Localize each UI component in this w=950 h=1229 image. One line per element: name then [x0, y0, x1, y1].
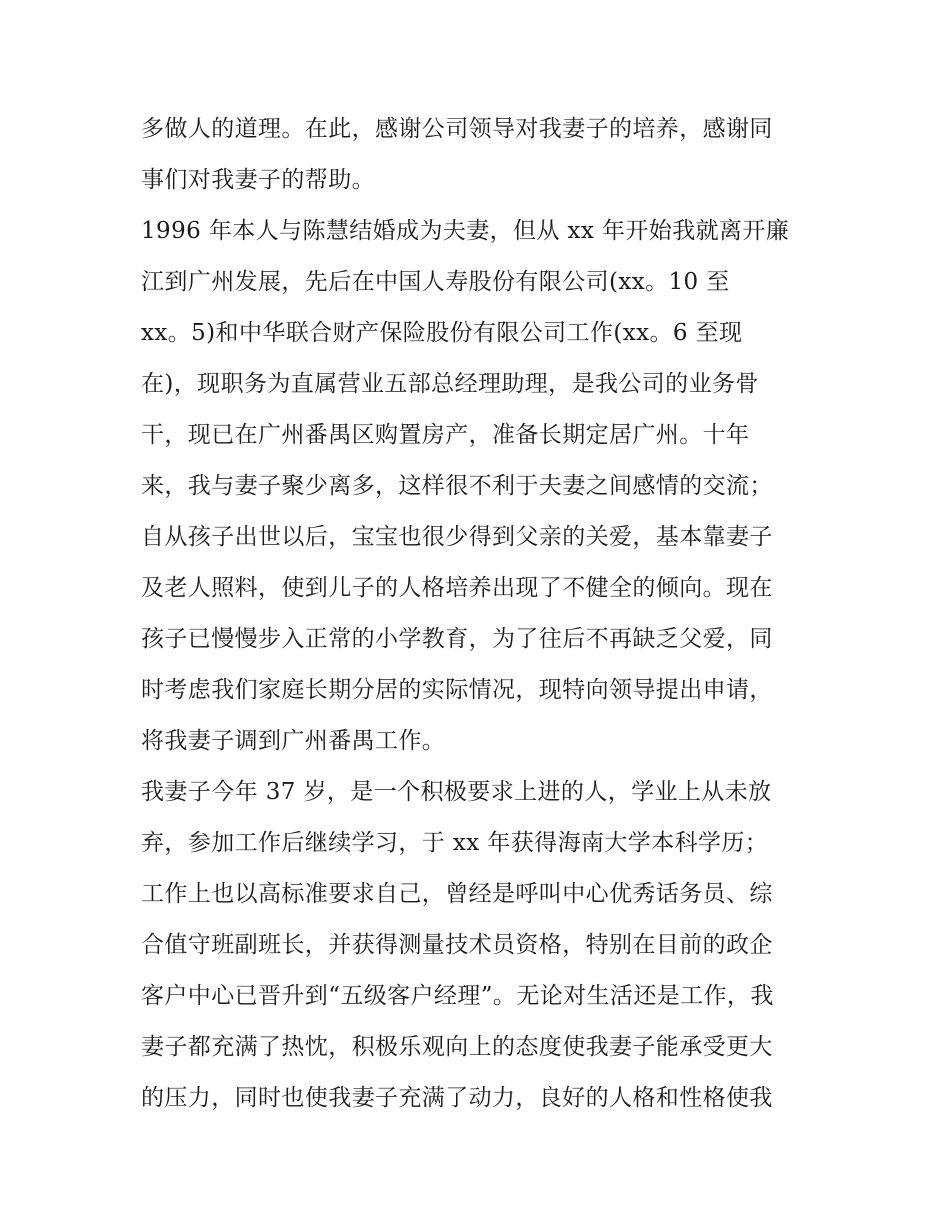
body-text [141, 104, 821, 1124]
text-line: 自从孩子出世以后，宝宝也很少得到父亲的关爱，基本靠妻子 [141, 524, 773, 550]
text-line: 工作上也以高标准要求自己，曾经是呼叫中心优秀话务员、综 [141, 881, 773, 907]
text-line: 合值守班副班长，并获得测量技术员资格，特别在目前的政企 [141, 932, 773, 958]
text-line: 事们对我妻子的帮助。 [141, 167, 375, 193]
text-line: 时考虑我们家庭长期分居的实际情况，现特向领导提出申请， [141, 677, 773, 703]
text-line: 的压力，同时也使我妻子充满了动力，良好的人格和性格使我 [141, 1085, 773, 1111]
text-line: 我妻子今年 37 岁，是一个积极要求上进的人，学业上从未放 [141, 779, 772, 805]
text-line: 客户中心已晋升到“五级客户经理”。无论对生活还是工作，我 [141, 983, 774, 1009]
text-line: 1996 年本人与陈慧结婚成为夫妻，但从 xx 年开始我就离开廉 [141, 218, 790, 244]
text-line: 孩子已慢慢步入正常的小学教育，为了往后不再缺乏父爱，同 [141, 626, 773, 652]
text-line: 干，现已在广州番禺区购置房产，准备长期定居广州。十年 [141, 422, 750, 448]
text-line: 多做人的道理。在此，感谢公司领导对我妻子的培养，感谢同 [141, 116, 773, 142]
text-line: 江到广州发展，先后在中国人寿股份有限公司(xx。10 至 [141, 269, 730, 295]
text-line: xx。5)和中华联合财产保险股份有限公司工作(xx。6 至现 [141, 320, 743, 346]
text-line: 及老人照料，使到儿子的人格培养出现了不健全的倾向。现在 [141, 575, 773, 601]
text-line: 将我妻子调到广州番禺工作。 [141, 728, 446, 754]
text-line: 在)，现职务为直属营业五部总经理助理，是我公司的业务骨 [141, 371, 759, 397]
text-line: 妻子都充满了热忱，积极乐观向上的态度使我妻子能承受更大 [141, 1034, 773, 1060]
text-line: 弃，参加工作后继续学习，于 xx 年获得海南大学本科学历； [141, 830, 769, 856]
text-line: 来，我与妻子聚少离多，这样很不利于夫妻之间感情的交流； [141, 473, 773, 499]
